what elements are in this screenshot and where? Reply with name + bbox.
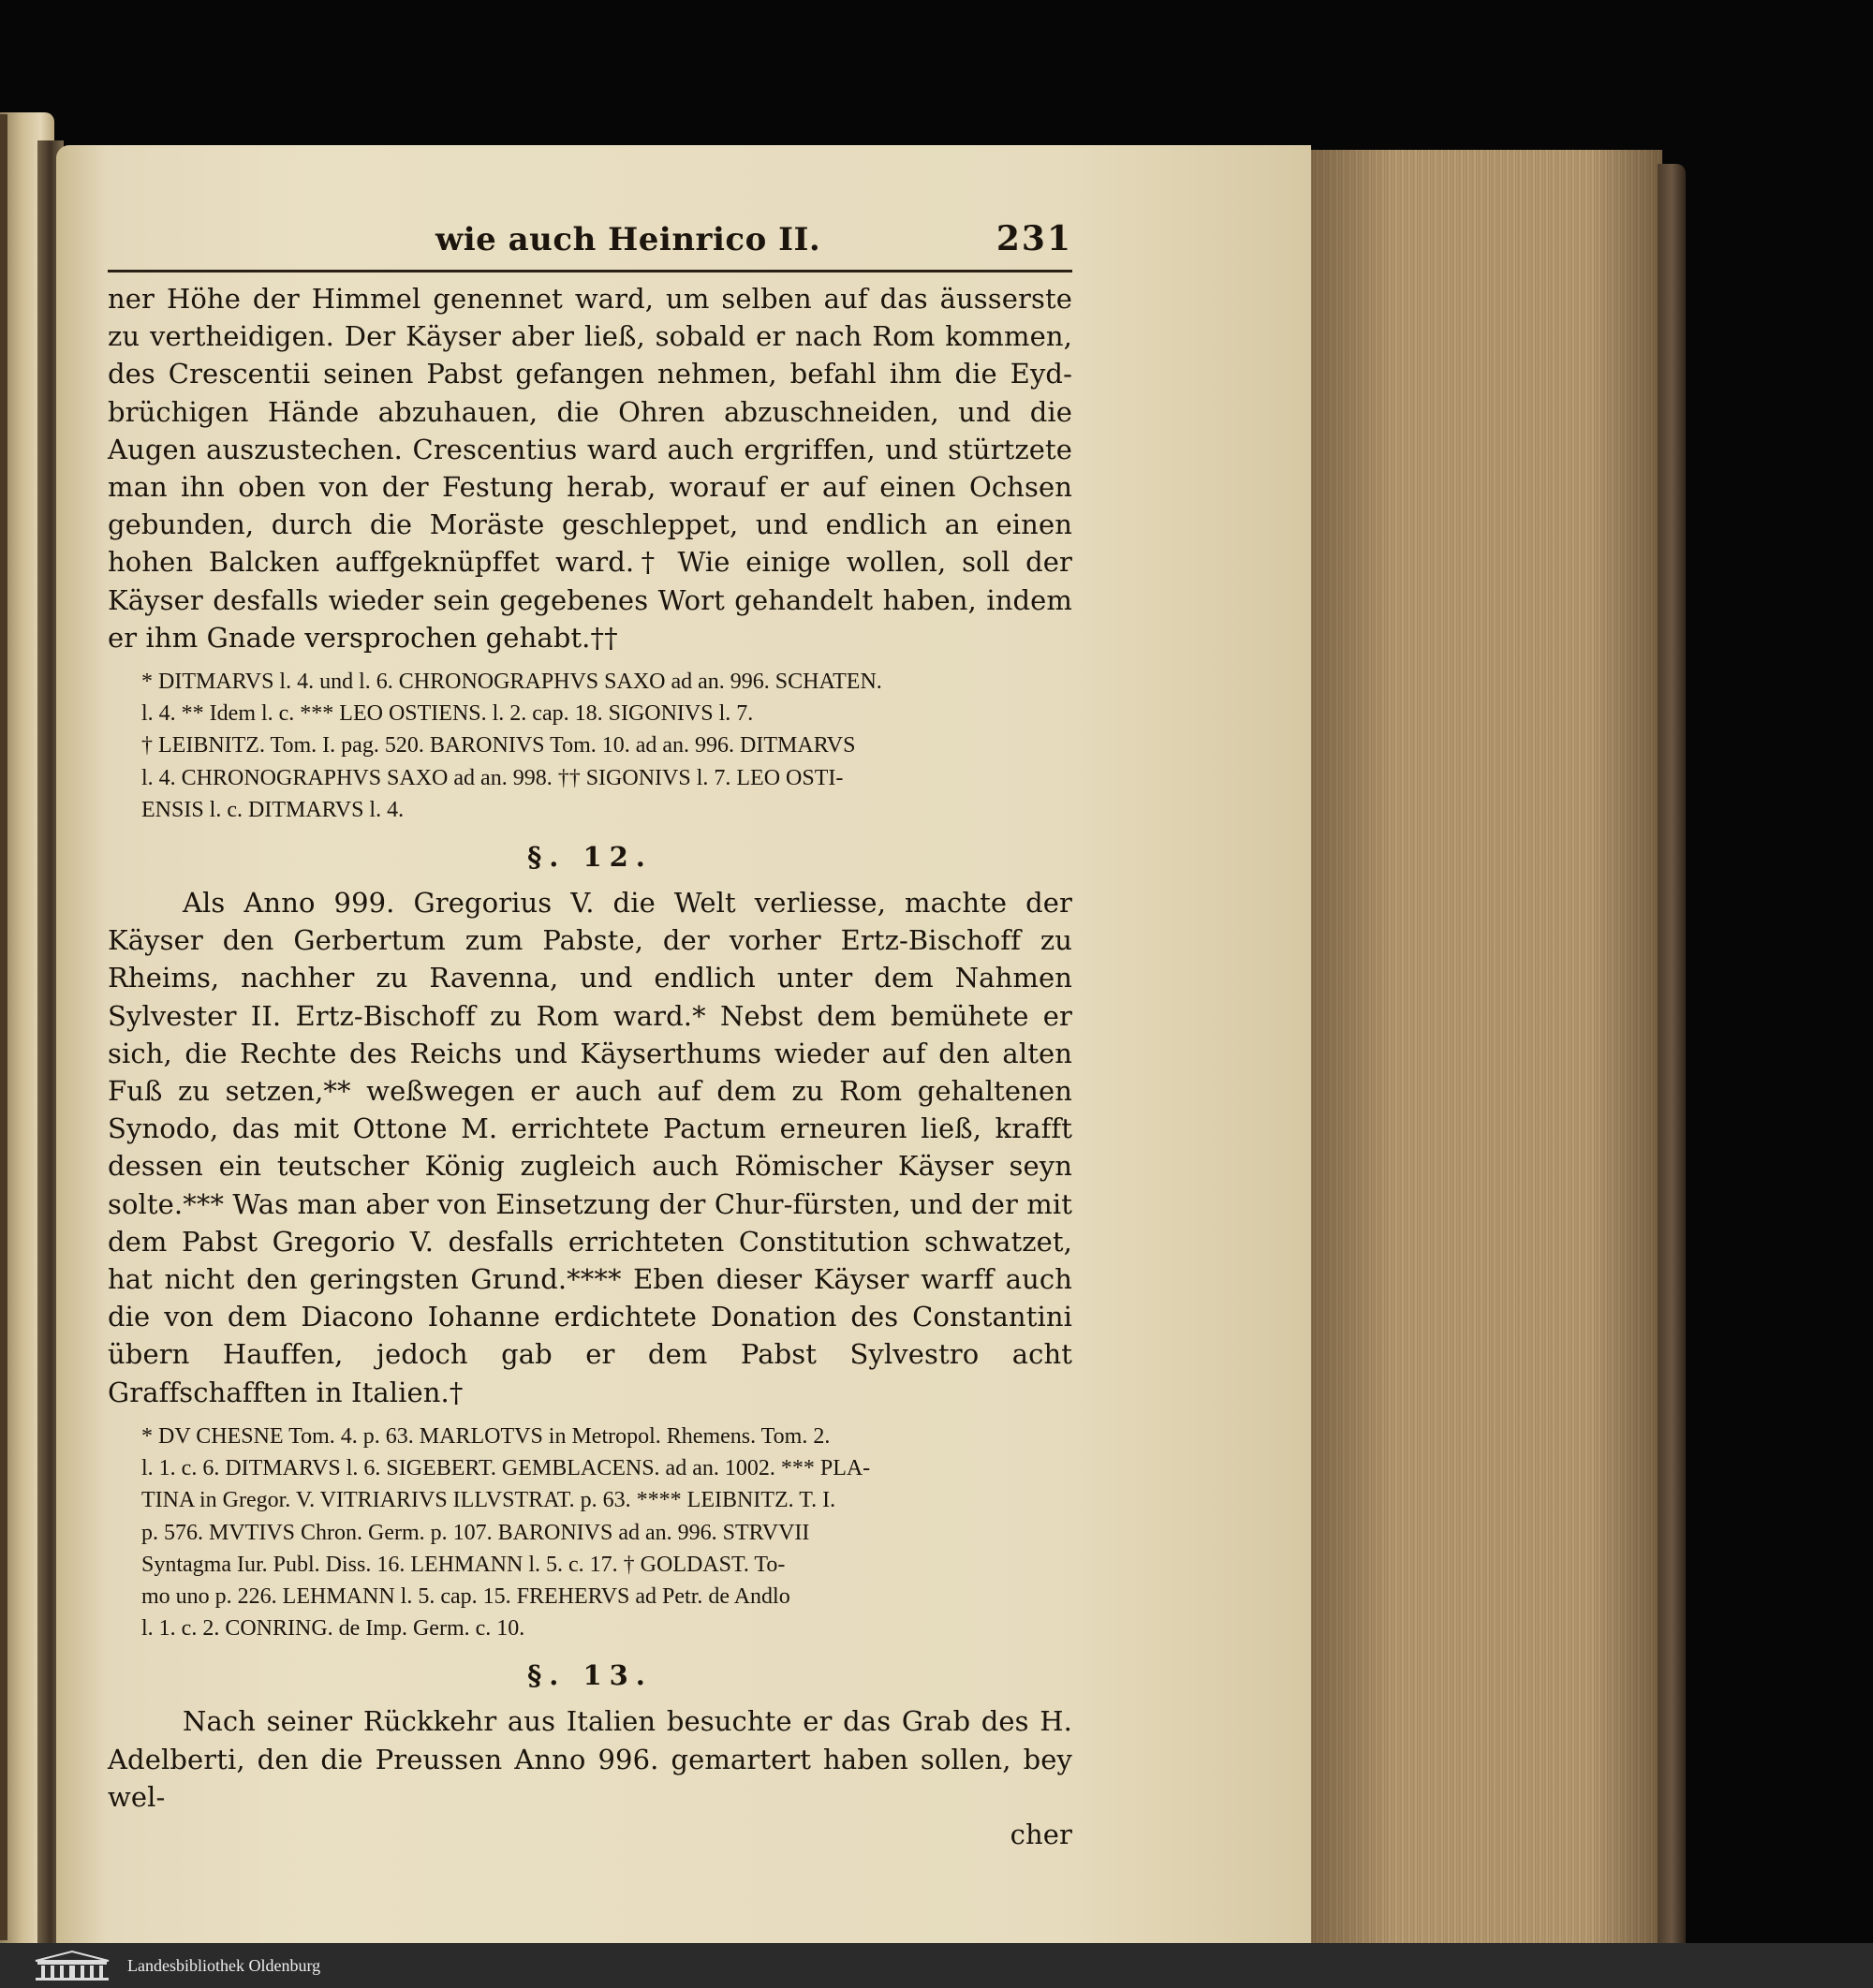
paragraph-13: Nach seiner Rückkehr aus Italien besuchte er das Grab des H. Adelberti, den die Preussen Anno 996. gemartert haben sollen, bey wel- [108, 1705, 1072, 1813]
footnotes-12 [108, 1421, 1072, 1644]
footnote-line: l. 1. c. 2. CONRING. de Imp. Germ. c. 10. [141, 1616, 525, 1642]
footnotes-11 [108, 666, 1072, 826]
page-number: 231 [995, 219, 1072, 258]
page-content [108, 280, 1072, 1853]
footnote-line: * DITMARVS l. 4. und l. 6. CHRONOGRAPHVS SAXO ad an. 996. SCHATEN. [141, 670, 882, 695]
section-13-heading: §. 13. [527, 1659, 653, 1692]
back-cover-edge [1658, 164, 1686, 1943]
footnote-line: l. 1. c. 6. DITMARVS l. 6. SIGEBERT. GEMBLACENS. ad an. 1002. *** PLA- [141, 1456, 871, 1481]
footnote-line: * DV CHESNE Tom. 4. p. 63. MARLOTVS in Metropol. Rhemens. Tom. 2. [141, 1423, 831, 1449]
footer-bar [0, 1943, 1873, 1988]
page-block-shading [1306, 150, 1662, 1943]
footnote-line: l. 4. ** Idem l. c. *** LEO OSTIENS. l. 2. cap. 18. SIGONIVS l. 7. [141, 701, 754, 727]
section-12-heading: §. 12. [527, 841, 653, 874]
catchword: cher [1010, 1818, 1072, 1850]
page-text-block [108, 214, 1072, 1853]
footnote-line: † LEIBNITZ. Tom. I. pag. 520. BARONIVS Tom. 10. ad an. 996. DITMARVS [141, 733, 856, 758]
footer-library-name: Landesbibliothek Oldenburg [127, 1955, 321, 1975]
paragraph-continued: ner Höhe der Himmel genennet ward, um selben auf das äusserste zu vertheidigen. Der Käyser aber ließ, sobald er nach Rom kommen, des Crescentii seinen Pabst gefangen nehmen, befahl ihm die Eyd-brüchigen Hände abzuhauen, die Ohren abzuschneiden, und die Augen auszustechen. Crescentius ward auch ergriffen, und stürtzete man ihn oben von der Festung herab, worauf er auf einen Ochsen gebunden, durch die Moräste geschleppet, und endlich an einen hohen Balcken auffgeknüpffet ward.† Wie einige wollen, soll der Käyser desfalls wieder sein gegebenes Wort gehandelt haben, indem er ihm Gnade versprochen gehabt.†† [108, 283, 1072, 654]
library-building-icon [32, 1950, 112, 1981]
footnote-line: Syntagma Iur. Publ. Diss. 16. LEHMANN l. 5. c. 17. † GOLDAST. To- [141, 1552, 786, 1577]
footnote-line: p. 576. MVTIVS Chron. Germ. p. 107. BARONIVS ad an. 996. STRVVII [141, 1520, 810, 1545]
footnote-line: ENSIS l. c. DITMARVS l. 4. [141, 797, 405, 822]
running-head [108, 214, 1072, 272]
running-title: wie auch Heinrico II. [435, 221, 821, 258]
footnote-line: mo uno p. 226. LEHMANN l. 5. cap. 15. FREHERVS ad Petr. de Andlo [141, 1583, 790, 1609]
footnote-line: TINA in Gregor. V. VITRIARIVS ILLVSTRAT. p. 63. **** LEIBNITZ. T. I. [141, 1488, 836, 1513]
paragraph-12: Als Anno 999. Gregorius V. die Welt verliesse, machte der Käyser den Gerbertum zum Pabste, der vorher Ertz-Bischoff zu Rheims, nachher zu Ravenna, und endlich unter dem Nahmen Sylvester II. Ertz-Bischoff zu Rom ward.* Nebst dem bemühete er sich, die Rechte des Reichs und Käyserthums wieder auf den alten Fuß zu setzen,** weßwegen er auch auf dem zu Rom gehaltenen Synodo, das mit Ottone M. errichtete Pactum erneuren ließ, krafft dessen ein teutscher König zugleich auch Römischer Käyser seyn solte.*** Was man aber von Einsetzung der Chur-fürsten, und der mit dem Pabst Gregorio V. desfalls errichteten Constitution schwatzet, hat nicht den geringsten Grund.**** Eben dieser Käyser warff auch die von dem Diacono Iohanne erdichtete Donation des Constantini übern Hauffen, jedoch gab er dem Pabst Sylvestro acht Graffschafften in Italien.† [108, 887, 1072, 1408]
left-cover-edge [0, 114, 7, 1940]
footnote-line: l. 4. CHRONOGRAPHVS SAXO ad an. 998. †† SIGONIVS l. 7. LEO OSTI- [141, 765, 844, 790]
